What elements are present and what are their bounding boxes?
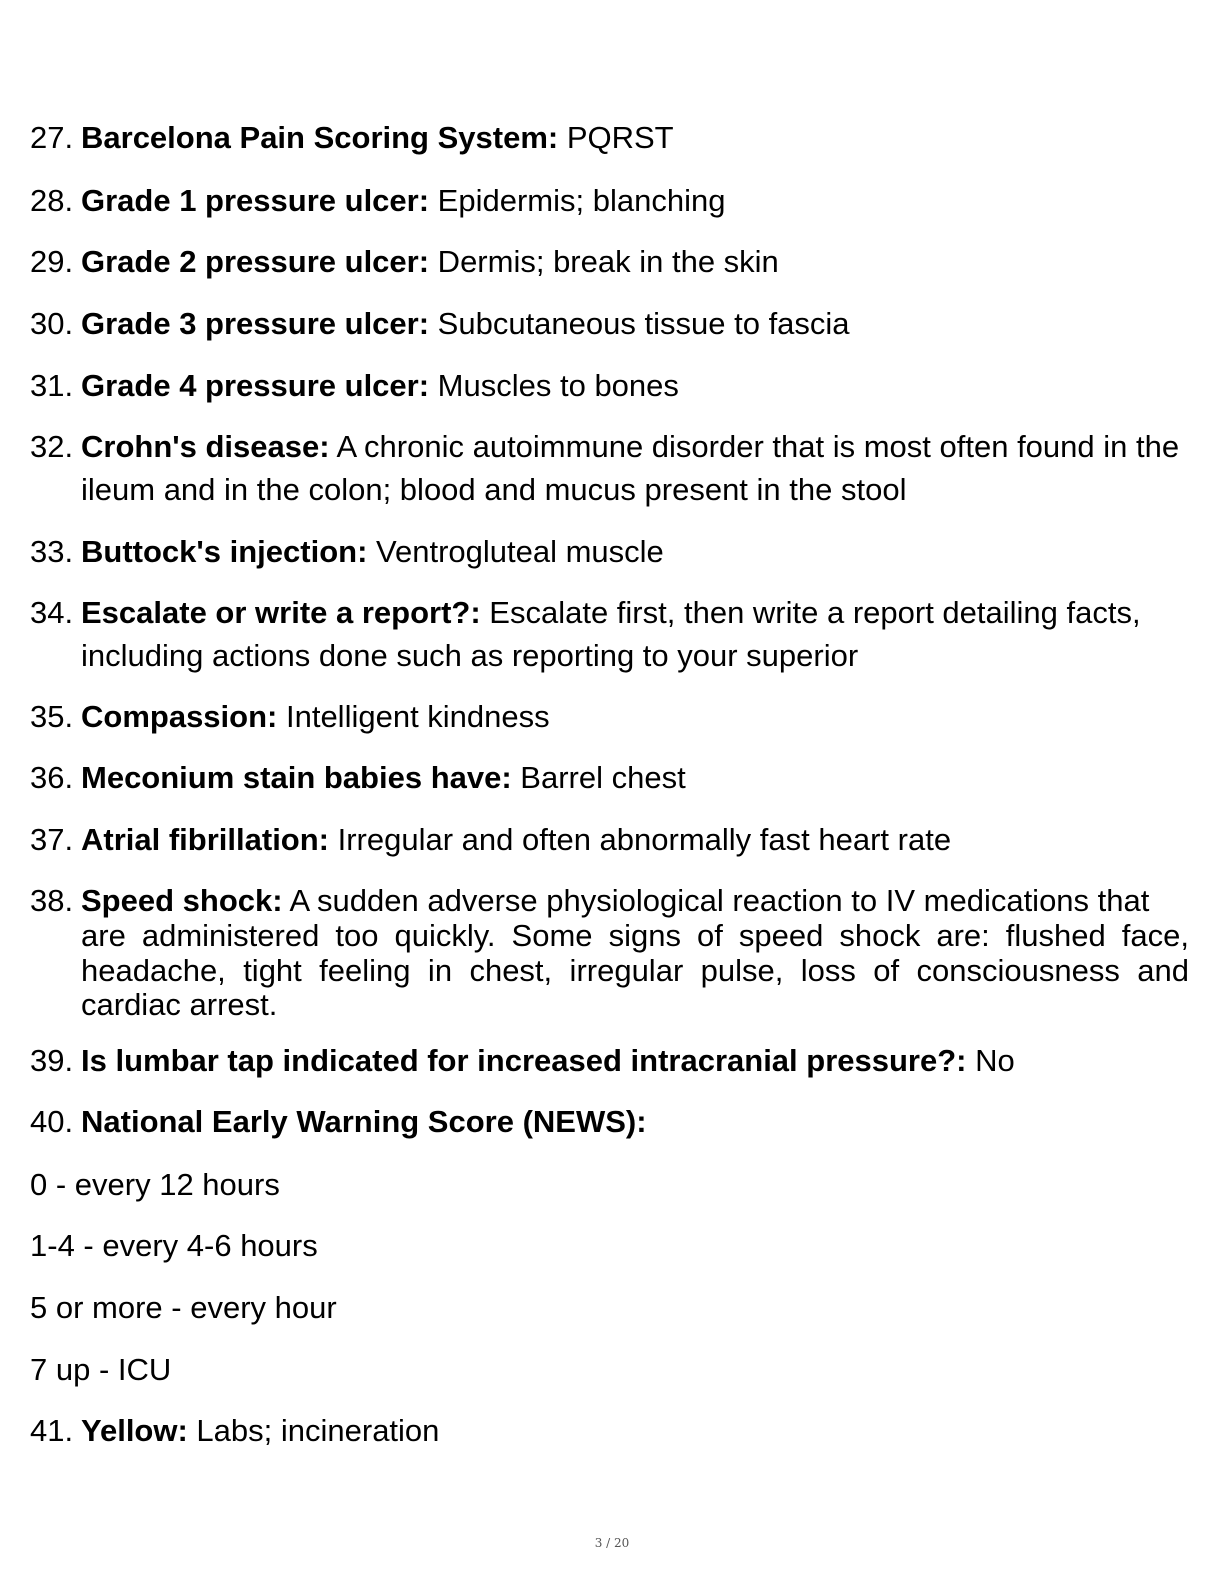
item-number: 28. [30,183,74,218]
news-score-line: 5 or more - every hour [30,1290,337,1325]
item-term: Speed shock: [81,883,283,918]
list-item [30,430,1192,464]
item-number: 32. [30,429,74,464]
item-term: Yellow: [81,1413,188,1448]
item-definition: Ventrogluteal muscle [367,534,664,569]
item-term: Crohn's disease: [81,429,330,464]
item-definition: A chronic autoimmune disorder that is most often found in the [329,429,1180,464]
item-number: 38. [30,883,74,918]
list-item [30,245,1192,279]
item-number: 31. [30,368,74,403]
page-number: 3 / 20 [594,1536,630,1550]
item-definition: Escalate first, then write a report detailing facts, [480,595,1141,630]
item-number: 35. [30,699,74,734]
item-definition: Irregular and often abnormally fast heart rate [329,822,952,857]
item-term: Is lumbar tap indicated for increased intracranial pressure?: [81,1043,967,1078]
news-score-line: 1-4 - every 4-6 hours [30,1228,318,1263]
item-definition: Muscles to bones [429,368,679,403]
item-continuation: ileum and in the colon; blood and mucus present in the stool [81,472,907,507]
item-continuation: including actions done such as reporting to your superior [81,638,859,673]
continuation-line: headache, tight feeling in chest, irregular pulse, loss of consciousness and [81,952,1189,988]
item-term: Grade 3 pressure ulcer: [81,306,430,341]
list-item [30,1414,1192,1448]
news-score-line: 7 up - ICU [30,1352,172,1387]
item-term: National Early Warning Score (NEWS): [81,1104,647,1139]
continuation-line: cardiac arrest. [81,987,278,1022]
item-number: 33. [30,534,74,569]
list-item [30,700,1192,734]
item-term: Grade 4 pressure ulcer: [81,368,430,403]
item-number: 29. [30,244,74,279]
list-item [30,121,1192,155]
item-definition: Subcutaneous tissue to fascia [429,306,850,341]
item-number: 36. [30,760,74,795]
continuation-line: are administered too quickly. Some signs of speed shock are: flushed face, [81,918,1189,953]
item-definition: Dermis; break in the skin [429,244,779,279]
item-continuation [81,919,1189,1023]
list-item [30,761,1192,795]
list-item [30,884,1192,918]
item-definition: PQRST [558,120,674,155]
item-definition: Barrel chest [511,760,686,795]
list-item [30,535,1192,569]
item-number: 39. [30,1043,74,1078]
news-score-line: 0 - every 12 hours [30,1167,280,1202]
list-item [30,823,1192,857]
item-term: Barcelona Pain Scoring System: [81,120,559,155]
item-definition: A sudden adverse physiological reaction to IV medications that [282,883,1150,918]
list-item [30,1105,1192,1139]
item-term: Meconium stain babies have: [81,760,512,795]
item-definition: Epidermis; blanching [429,183,726,218]
item-term: Buttock's injection: [81,534,368,569]
item-number: 37. [30,822,74,857]
list-item [30,1044,1192,1078]
item-term: Grade 2 pressure ulcer: [81,244,430,279]
item-term: Atrial fibrillation: [81,822,329,857]
item-term: Grade 1 pressure ulcer: [81,183,430,218]
item-number: 34. [30,595,74,630]
item-definition: Intelligent kindness [277,699,550,734]
list-item [30,307,1192,341]
list-item [30,184,1192,218]
item-term: Compassion: [81,699,278,734]
item-definition: No [966,1043,1015,1078]
item-term: Escalate or write a report?: [81,595,481,630]
list-item [30,596,1192,630]
list-item [30,369,1192,403]
item-definition: Labs; incineration [187,1413,440,1448]
item-number: 30. [30,306,74,341]
item-number: 27. [30,120,74,155]
item-number: 41. [30,1413,74,1448]
item-number: 40. [30,1104,74,1139]
